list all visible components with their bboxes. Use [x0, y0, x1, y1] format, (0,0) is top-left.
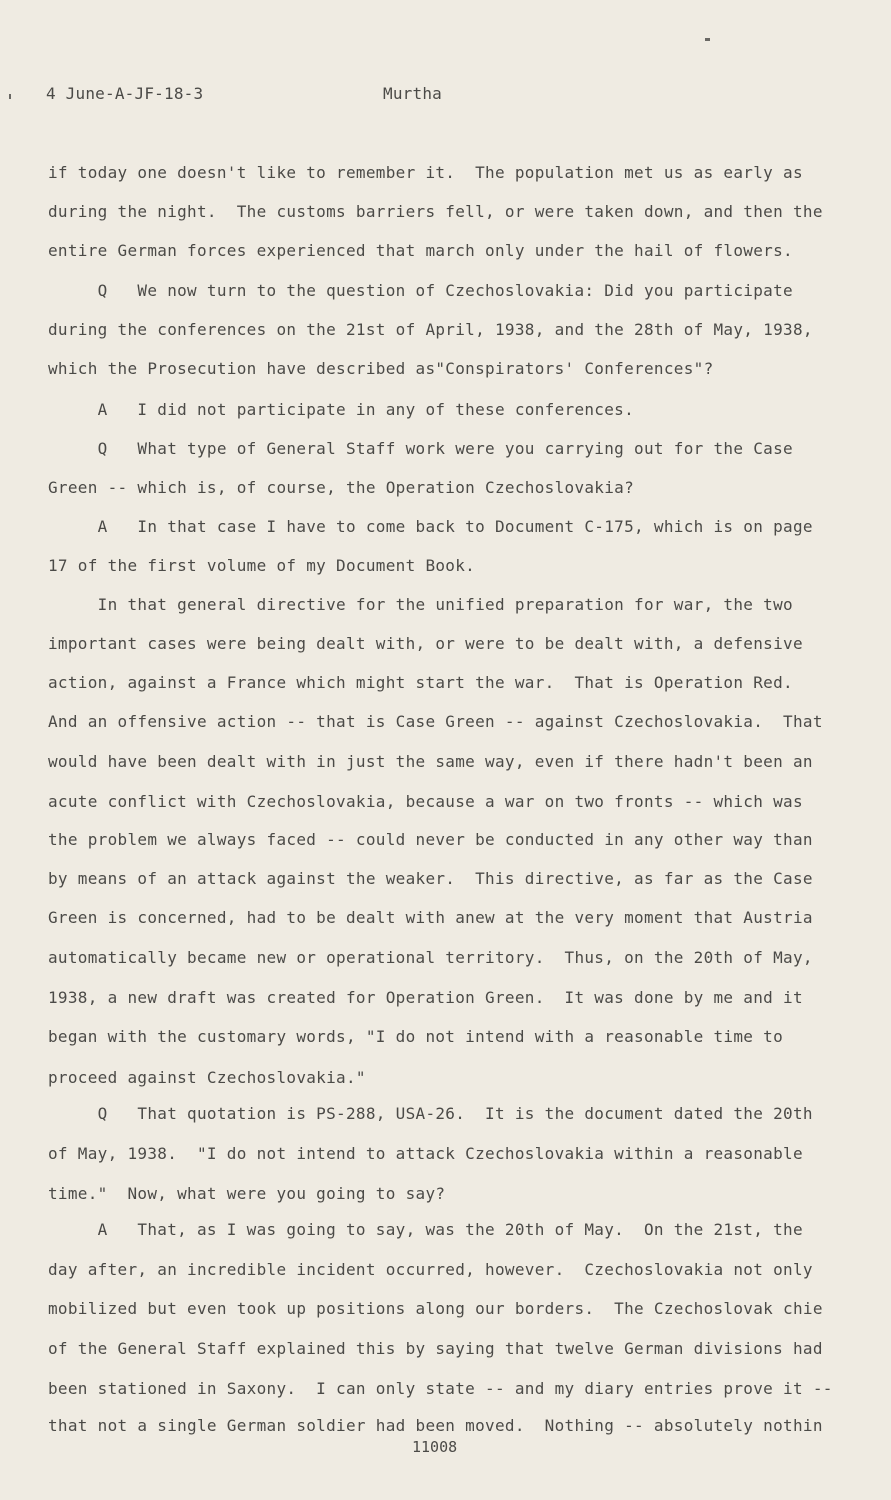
margin-mark [9, 94, 11, 99]
text-line: day after, an incredible incident occurred, however. Czechoslovakia not only [48, 1260, 813, 1279]
text-line: time." Now, what were you going to say? [48, 1184, 446, 1203]
text-line: 17 of the first volume of my Document Book. [48, 556, 476, 575]
text-line: Green -- which is, of course, the Operation Czechoslovakia? [48, 478, 635, 497]
text-line: Q What type of General Staff work were you carrying out for the Case [48, 439, 793, 458]
text-line: mobilized but even took up positions along our borders. The Czechoslovak chie [48, 1299, 823, 1318]
text-line: automatically became new or operational territory. Thus, on the 20th of May, [48, 948, 813, 967]
text-line: if today one doesn't like to remember it. The population met us as early as [48, 163, 803, 182]
text-line: the problem we always faced -- could never be conducted in any other way than [48, 830, 813, 849]
page-reference: 4 June-A-JF-18-3 [46, 84, 204, 103]
text-line: In that general directive for the unified preparation for war, the two [48, 595, 793, 614]
reporter-name: Murtha [383, 84, 442, 103]
text-line: Green is concerned, had to be dealt with anew at the very moment that Austria [48, 908, 813, 927]
text-line: A That, as I was going to say, was the 20th of May. On the 21st, the [48, 1220, 803, 1239]
text-line: began with the customary words, "I do not intend with a reasonable time to [48, 1027, 784, 1046]
text-line: proceed against Czechoslovakia." [48, 1068, 366, 1087]
text-line: And an offensive action -- that is Case Green -- against Czechoslovakia. That [48, 712, 823, 731]
text-line: action, against a France which might start the war. That is Operation Red. [48, 673, 793, 692]
text-line: would have been dealt with in just the same way, even if there hadn't been an [48, 752, 813, 771]
page-number: 11008 [412, 1438, 458, 1456]
text-line: important cases were being dealt with, or were to be dealt with, a defensive [48, 634, 803, 653]
ink-dot [705, 38, 710, 41]
text-line: of May, 1938. "I do not intend to attack Czechoslovakia within a reasonable [48, 1144, 803, 1163]
text-line: A I did not participate in any of these conferences. [48, 400, 635, 419]
text-line: during the night. The customs barriers fell, or were taken down, and then the [48, 202, 823, 221]
text-line: which the Prosecution have described as"Conspirators' Conferences"? [48, 359, 714, 378]
text-line: during the conferences on the 21st of April, 1938, and the 28th of May, 1938, [48, 320, 813, 339]
text-line: Q We now turn to the question of Czechoslovakia: Did you participate [48, 281, 793, 300]
text-line: A In that case I have to come back to Document C-175, which is on page [48, 517, 813, 536]
text-line: acute conflict with Czechoslovakia, because a war on two fronts -- which was [48, 792, 803, 811]
text-line: of the General Staff explained this by saying that twelve German divisions had [48, 1339, 823, 1358]
text-line: by means of an attack against the weaker. This directive, as far as the Case [48, 869, 813, 888]
text-line: Q That quotation is PS-288, USA-26. It is the document dated the 20th [48, 1104, 813, 1123]
text-line: entire German forces experienced that march only under the hail of flowers. [48, 241, 793, 260]
text-line: been stationed in Saxony. I can only state -- and my diary entries prove it -- [48, 1379, 833, 1398]
text-line: that not a single German soldier had been moved. Nothing -- absolutely nothin [48, 1416, 823, 1435]
text-line: 1938, a new draft was created for Operation Green. It was done by me and it [48, 988, 803, 1007]
